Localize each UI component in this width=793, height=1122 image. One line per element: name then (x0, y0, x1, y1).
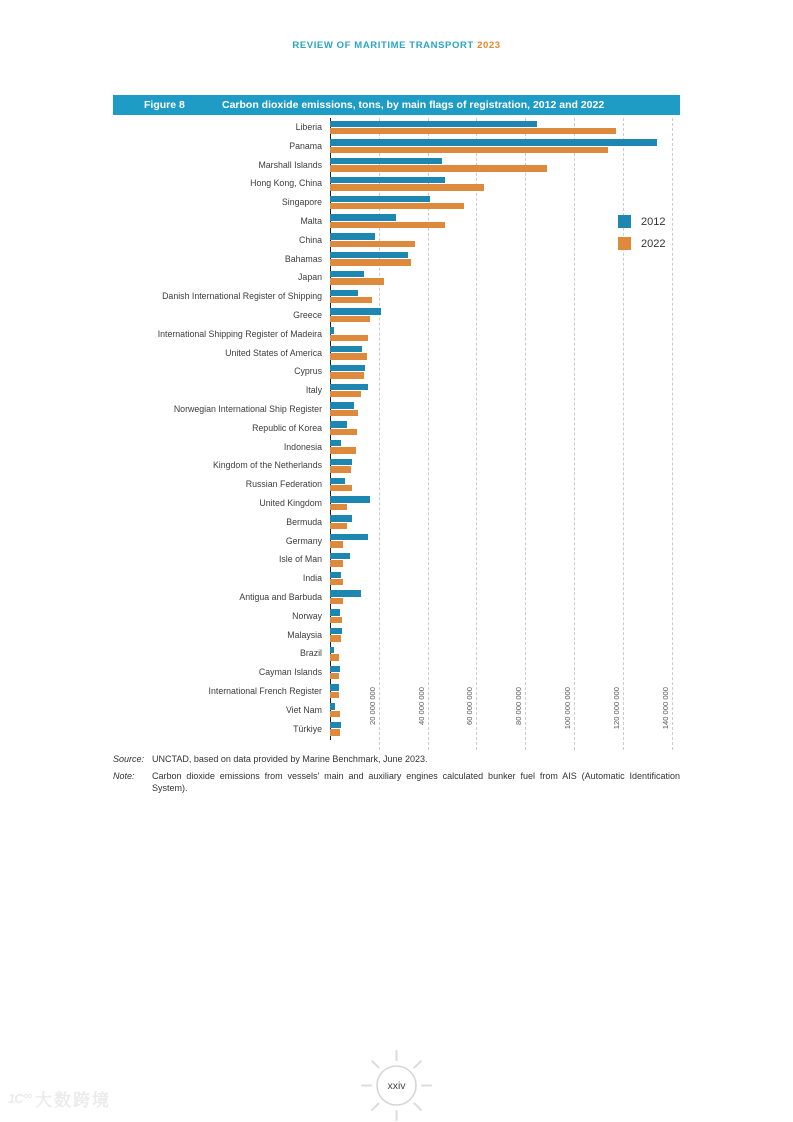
chart-row (113, 513, 680, 532)
bar-2012 (330, 402, 354, 408)
bar-track (330, 419, 680, 438)
bar-track (330, 456, 680, 475)
category-label: Brazil (300, 648, 322, 659)
bar-2012 (330, 590, 361, 596)
bar-track (330, 532, 680, 551)
chart-row (113, 362, 680, 381)
chart-row (113, 212, 680, 231)
category-label: Antigua and Barbuda (239, 591, 322, 602)
bar-2012 (330, 647, 334, 653)
bar-2012 (330, 158, 442, 164)
chart-row (113, 381, 680, 400)
category-label: Russian Federation (245, 479, 322, 490)
bar-2012 (330, 214, 396, 220)
category-label: Japan (298, 272, 322, 283)
bar-track (330, 381, 680, 400)
bar-2012 (330, 271, 364, 277)
category-label: Marshall Islands (258, 159, 322, 170)
page-number-ornament (358, 1047, 435, 1122)
chart-row (113, 231, 680, 250)
category-label: Indonesia (283, 441, 322, 452)
bar-track (330, 174, 680, 193)
bar-track (330, 156, 680, 175)
bar-2012 (330, 327, 334, 333)
chart-row (113, 607, 680, 626)
bar-2022 (330, 316, 370, 322)
chart-row (113, 400, 680, 419)
x-tick-label: 100 000 000 (563, 687, 572, 730)
note-label: Note: (113, 770, 135, 781)
category-label: India (302, 573, 322, 584)
bar-chart (113, 118, 680, 763)
category-label: Greece (293, 309, 322, 320)
bar-track (330, 400, 680, 419)
bar-2022 (330, 541, 343, 547)
bar-track (330, 362, 680, 381)
bar-2022 (330, 353, 367, 359)
category-label: Viet Nam (285, 704, 322, 715)
bar-track (330, 607, 680, 626)
category-label: China (299, 234, 322, 245)
bar-2022 (330, 485, 352, 491)
chart-row (113, 456, 680, 475)
chart-row (113, 306, 680, 325)
source-text: UNCTAD, based on data provided by Marine Benchmark, June 2023. (152, 754, 428, 764)
bar-2022 (330, 259, 411, 265)
bar-2012 (330, 308, 381, 314)
header-year: 2023 (477, 40, 501, 51)
bar-2012 (330, 252, 408, 258)
bar-2022 (330, 711, 340, 717)
bar-2012 (330, 440, 341, 446)
legend-swatch-2022 (618, 237, 631, 250)
bar-2022 (330, 410, 358, 416)
bar-track (330, 663, 680, 682)
category-label: Norwegian International Ship Register (173, 403, 322, 414)
bar-2022 (330, 278, 384, 284)
bar-2022 (330, 241, 415, 247)
chart-row (113, 250, 680, 269)
chart-row (113, 701, 680, 720)
chart-row (113, 663, 680, 682)
chart-row (113, 588, 680, 607)
bar-track (330, 475, 680, 494)
chart-row (113, 569, 680, 588)
chart-rows (113, 118, 680, 738)
bar-2012 (330, 666, 340, 672)
watermark (8, 1086, 111, 1111)
bar-2022 (330, 222, 445, 228)
figure-title-bar (113, 95, 680, 115)
page-number: xxiv (387, 1079, 406, 1092)
bar-2022 (330, 372, 364, 378)
category-label: Panama (289, 140, 322, 151)
bar-2012 (330, 233, 375, 239)
bar-2022 (330, 560, 343, 566)
chart-row (113, 193, 680, 212)
bar-track (330, 720, 680, 739)
bar-track (330, 644, 680, 663)
legend-label-2012: 2012 (641, 215, 666, 228)
bar-2012 (330, 177, 445, 183)
chart-legend (618, 215, 665, 250)
bar-2022 (330, 335, 368, 341)
header-title: REVIEW OF MARITIME TRANSPORT (292, 40, 474, 51)
bar-2022 (330, 447, 356, 453)
chart-row (113, 532, 680, 551)
chart-row (113, 475, 680, 494)
bar-track (330, 438, 680, 457)
bar-2022 (330, 579, 343, 585)
bar-track (330, 513, 680, 532)
x-tick-label: 60 000 000 (465, 687, 475, 726)
chart-row (113, 720, 680, 739)
bar-2022 (330, 598, 343, 604)
figure-label: Figure 8 (144, 99, 185, 111)
bar-2012 (330, 703, 335, 709)
x-tick-label: 140 000 000 (660, 687, 670, 730)
bar-2012 (330, 365, 365, 371)
bar-2022 (330, 128, 616, 134)
category-label: International Shipping Register of Madeira (157, 328, 322, 339)
bar-2022 (330, 654, 339, 660)
bar-track (330, 626, 680, 645)
chart-row (113, 682, 680, 701)
bar-2012 (330, 121, 537, 127)
bar-2012 (330, 609, 340, 615)
bar-2012 (330, 478, 345, 484)
chart-row (113, 287, 680, 306)
category-label: Cyprus (294, 366, 322, 377)
bar-2012 (330, 346, 362, 352)
bar-2012 (330, 421, 347, 427)
category-label: Bahamas (284, 253, 322, 264)
bar-2022 (330, 429, 357, 435)
chart-row (113, 419, 680, 438)
category-label: Germany (285, 535, 322, 546)
chart-row (113, 118, 680, 137)
bar-2012 (330, 496, 370, 502)
chart-row (113, 137, 680, 156)
category-label: Isle of Man (278, 554, 322, 565)
legend-swatch-2012 (618, 215, 631, 228)
bar-2012 (330, 684, 339, 690)
category-label: Bermuda (286, 516, 322, 527)
bar-track (330, 682, 680, 701)
legend-entry-2022 (618, 237, 665, 250)
bar-track (330, 137, 680, 156)
bar-2012 (330, 572, 341, 578)
watermark-logo-icon: 1C°° (8, 1091, 32, 1106)
category-label: Türkiye (293, 723, 322, 734)
bar-track (330, 268, 680, 287)
chart-row (113, 174, 680, 193)
note-text: Carbon dioxide emissions from vessels' main and auxiliary engines calculated bunker fuel from AIS (Automatic Identification System). (152, 770, 680, 794)
figure-title: Carbon dioxide emissions, tons, by main flags of registration, 2012 and 2022 (222, 99, 605, 111)
category-label: Kingdom of the Netherlands (212, 460, 322, 471)
bar-2022 (330, 147, 608, 153)
bar-2012 (330, 196, 430, 202)
chart-row (113, 438, 680, 457)
bar-2012 (330, 515, 352, 521)
chart-row (113, 325, 680, 344)
bar-2022 (330, 297, 372, 303)
x-tick-label: 20 000 000 (367, 687, 377, 726)
bar-track (330, 569, 680, 588)
x-tick-label: 120 000 000 (611, 687, 621, 730)
bar-2022 (330, 692, 339, 698)
bar-2022 (330, 523, 347, 529)
source-row (113, 753, 680, 766)
bar-2012 (330, 384, 368, 390)
bar-track (330, 306, 680, 325)
chart-row (113, 344, 680, 363)
bar-2022 (330, 617, 342, 623)
legend-label-2022: 2022 (641, 237, 666, 250)
bar-2022 (330, 165, 547, 171)
bar-2022 (330, 466, 351, 472)
category-label: Cayman Islands (258, 667, 322, 678)
chart-row (113, 626, 680, 645)
bar-track (330, 193, 680, 212)
chart-row (113, 494, 680, 513)
category-label: Malta (300, 215, 322, 226)
x-tick-label: 80 000 000 (514, 687, 524, 726)
bar-2012 (330, 139, 657, 145)
bar-track (330, 118, 680, 137)
bar-2022 (330, 673, 339, 679)
bar-track (330, 287, 680, 306)
category-label: Singapore (281, 197, 322, 208)
bar-2022 (330, 203, 464, 209)
chart-row (113, 268, 680, 287)
category-label: Italy (305, 385, 322, 396)
bar-2012 (330, 553, 350, 559)
bar-2022 (330, 729, 340, 735)
bar-track (330, 250, 680, 269)
category-label: Danish International Register of Shipping (162, 291, 322, 302)
category-label: United States of America (225, 347, 322, 358)
category-label: Republic of Korea (252, 422, 322, 433)
figure-notes (113, 753, 680, 799)
category-label: Liberia (295, 122, 322, 132)
bar-2012 (330, 459, 352, 465)
category-label: Malaysia (287, 629, 322, 640)
source-label: Source: (113, 754, 145, 764)
bar-2022 (330, 635, 341, 641)
bar-2022 (330, 184, 484, 190)
bar-track (330, 344, 680, 363)
chart-row (113, 550, 680, 569)
bar-2012 (330, 534, 368, 540)
watermark-text: 大数跨境 (35, 1091, 112, 1110)
bar-track (330, 550, 680, 569)
category-label: International French Register (208, 685, 322, 696)
chart-row (113, 156, 680, 175)
running-header (0, 40, 793, 51)
bar-2012 (330, 290, 358, 296)
category-label: United Kingdom (259, 497, 322, 508)
chart-row (113, 644, 680, 663)
bar-2012 (330, 628, 342, 634)
bar-track (330, 701, 680, 720)
note-row (113, 770, 680, 795)
bar-2022 (330, 504, 347, 510)
x-tick-label: 40 000 000 (416, 687, 426, 726)
bar-2022 (330, 391, 361, 397)
category-label: Hong Kong, China (250, 178, 322, 189)
bar-track (330, 325, 680, 344)
legend-entry-2012 (618, 215, 665, 228)
bar-track (330, 588, 680, 607)
bar-2012 (330, 722, 341, 728)
category-label: Norway (292, 610, 322, 621)
bar-track (330, 494, 680, 513)
